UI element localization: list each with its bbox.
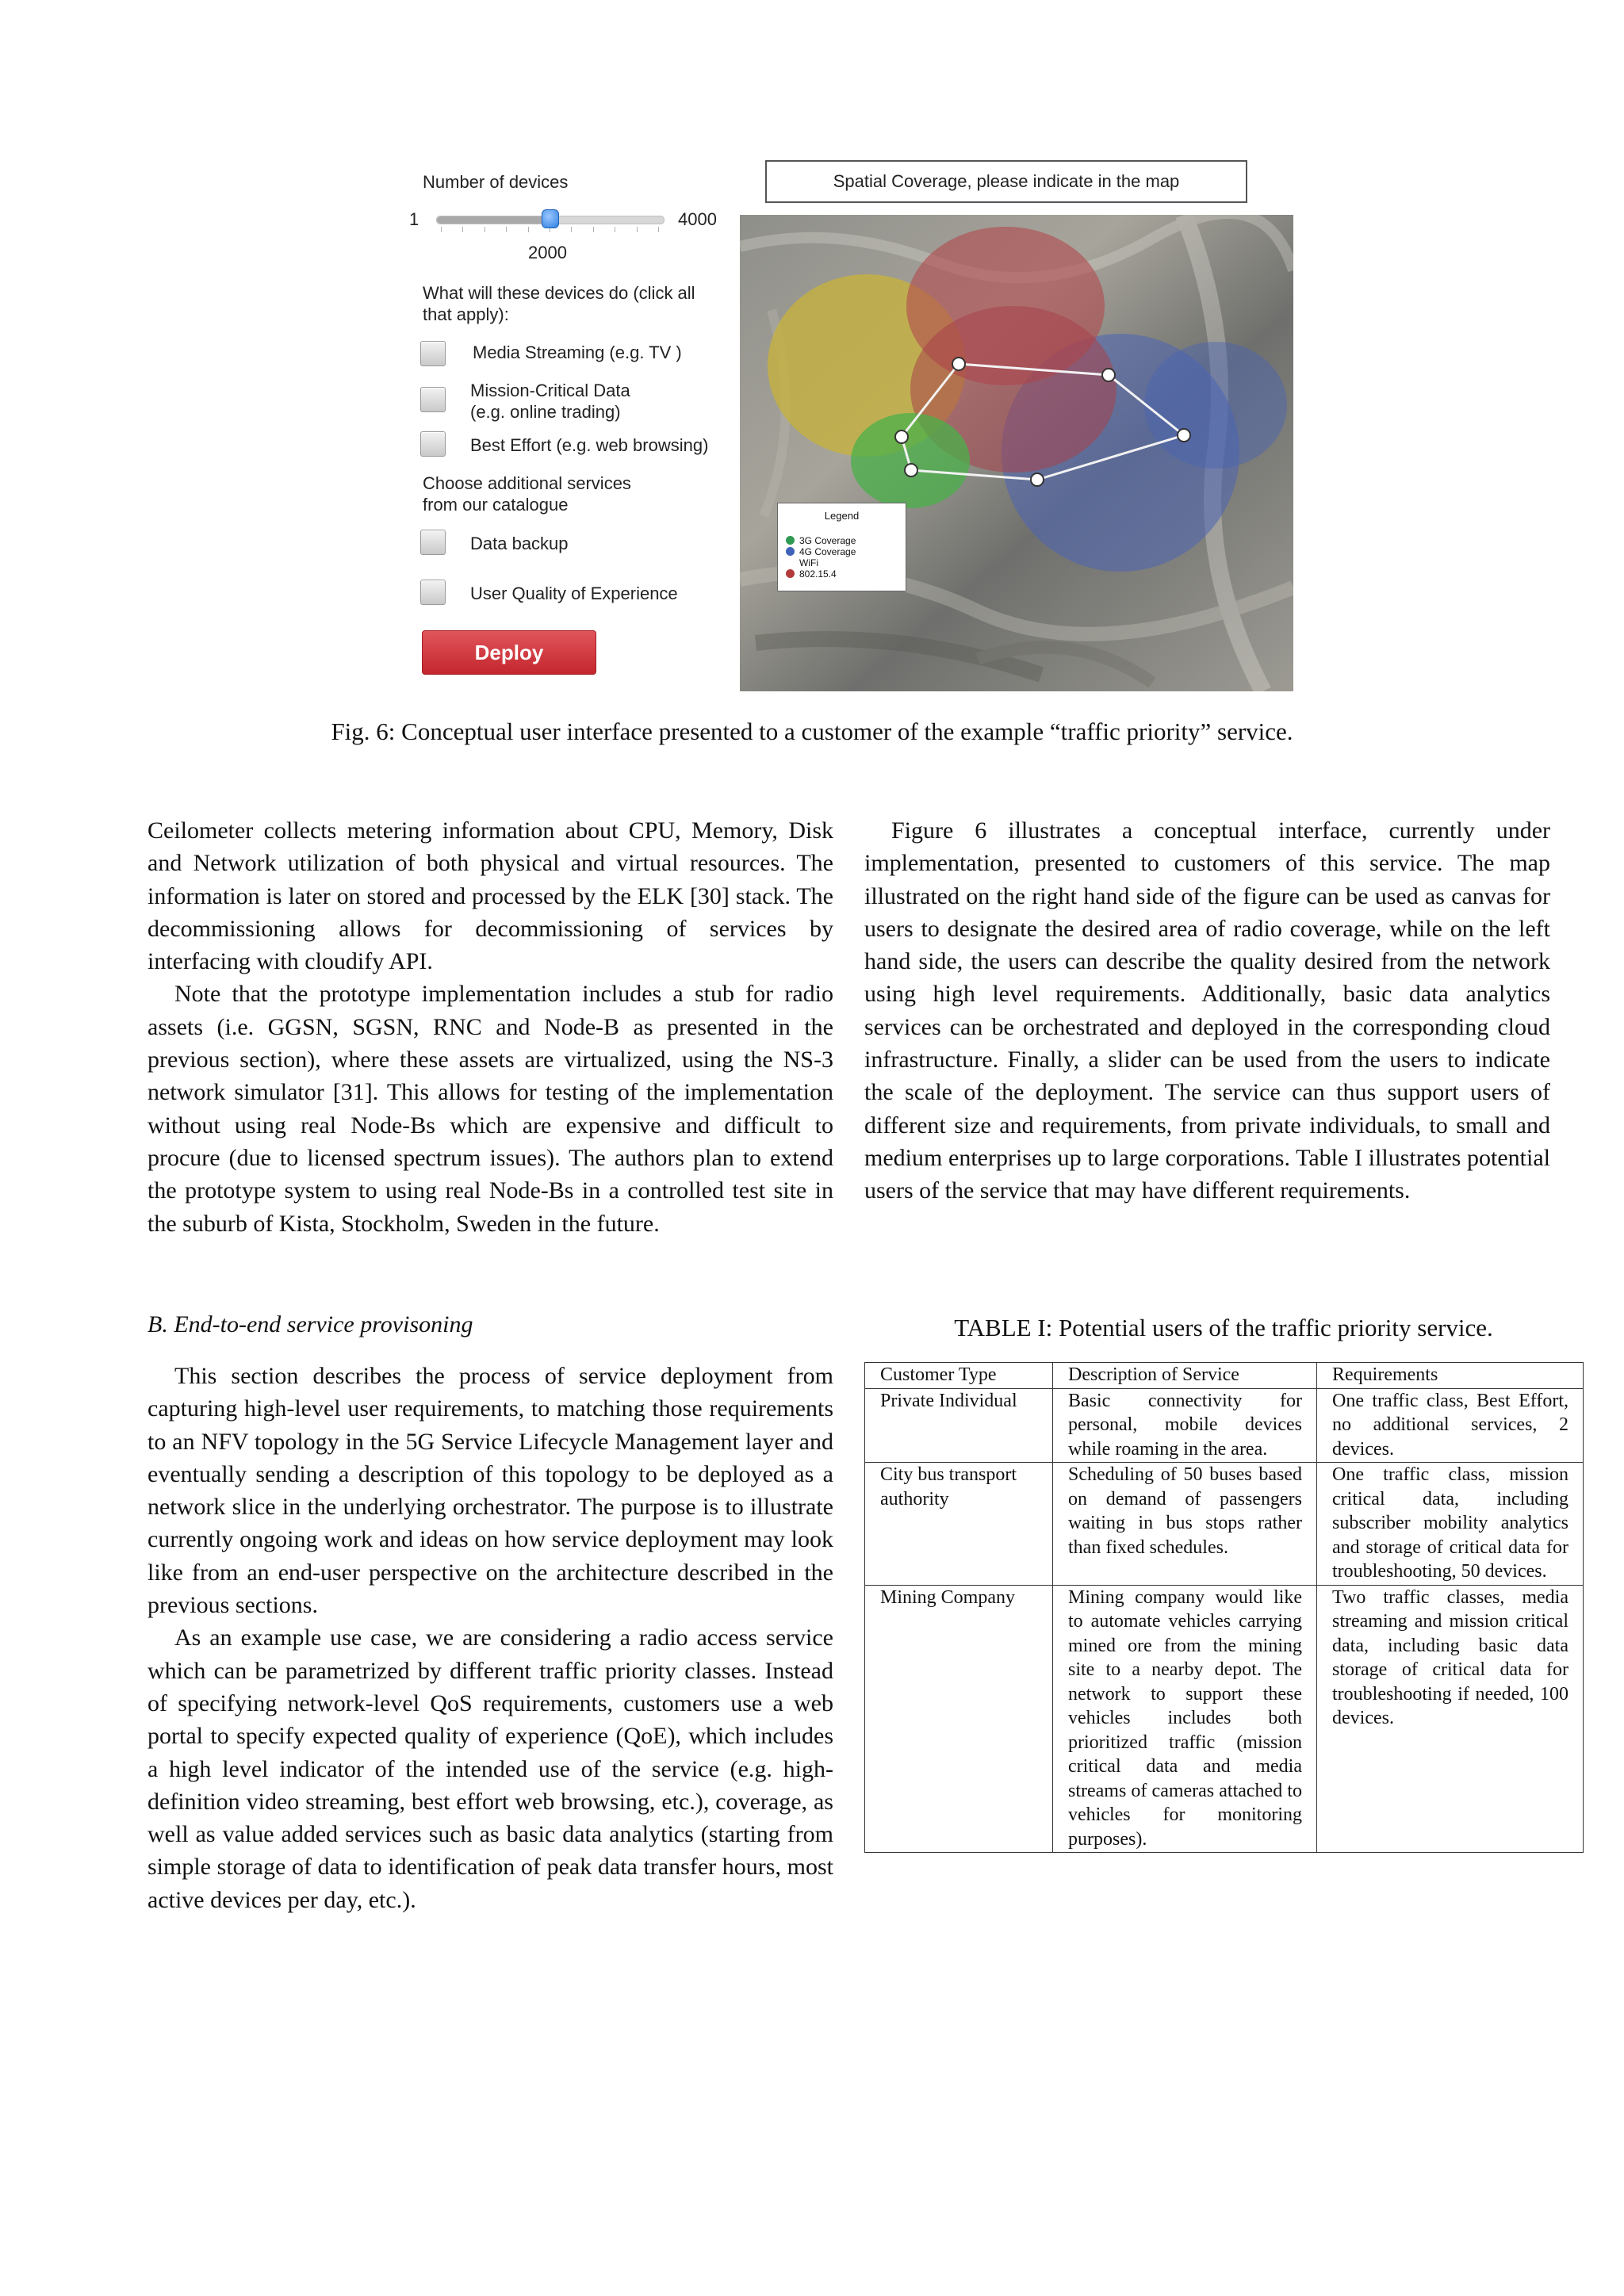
slider-tick [506, 227, 507, 232]
tasks-label [423, 282, 695, 325]
paragraph: Figure 6 illustrates a conceptual interface, currently under implementation, presented to customers of this service. The map illustrated on the right hand side of the figure can be used as canvas for users to designate the desired area of radio coverage, while on the left hand side, the users can describe the quality desired from the network using high level requirements. Additionally, basic data analytics services can be orchestrated and deployed in the corresponding cloud infrastructure. Finally, a slider can be used from the users to indicate the scale of the deployment. The service can thus support users of different size and requirements, from private individuals, to small and medium enterprises up to large corporations. Table I illustrates potential users of the service that may have different requirements. [864, 817, 1550, 1204]
legend-item-3g [786, 535, 856, 546]
legend-item-4g [786, 546, 856, 557]
services-label-line: from our catalogue [423, 495, 569, 515]
best-effort-label: Best Effort (e.g. web browsing) [470, 435, 709, 455]
media-streaming-checkbox[interactable] [420, 341, 446, 366]
coverage-map[interactable] [740, 215, 1293, 691]
devices-label: Number of devices [423, 172, 569, 192]
table-row [865, 1388, 1584, 1463]
table-cell: Mining Company [865, 1585, 1053, 1853]
table-header: Requirements [1317, 1363, 1584, 1389]
table-cell: Two traffic classes, media streaming and mission critical data, including basic data storage of critical data for troubleshooting if needed, 100 devices. [1317, 1585, 1584, 1853]
table-header: Description of Service [1053, 1363, 1317, 1389]
user-qoe-label: User Quality of Experience [470, 584, 678, 603]
polygon-vertex[interactable] [1031, 473, 1044, 486]
table-caption: TABLE I: Potential users of the traffic priority service. [954, 1314, 1493, 1341]
map-canvas[interactable] [740, 215, 1293, 691]
legend-item-802 [786, 568, 837, 580]
best-effort-checkbox[interactable] [420, 431, 446, 457]
left-column-top [147, 814, 833, 1240]
legend-swatch [786, 547, 795, 556]
slider-max-label: 4000 [678, 209, 717, 229]
slider-fill [437, 216, 550, 224]
legend-item-wifi [786, 557, 818, 568]
table-cell: City bus transport authority [865, 1463, 1053, 1586]
slider-tick [441, 227, 442, 232]
deploy-button[interactable]: Deploy [422, 630, 596, 675]
data-backup-checkbox[interactable] [420, 530, 446, 555]
polygon-vertex[interactable] [1102, 369, 1115, 381]
paragraph: Ceilometer collects metering information about CPU, Memory, Disk and Network utilization of both physical and virtual resources. The information is later on stored and processed by the ELK [30] stack. The decommissioning allows for decommissioning of services by interfacing with cloudify API. [147, 817, 833, 975]
legend-swatch [786, 558, 795, 567]
table-cell: Basic connectivity for personal, mobile devices while roaming in the area. [1053, 1388, 1317, 1463]
table-row [865, 1463, 1584, 1586]
map-legend [777, 503, 906, 591]
polygon-vertex[interactable] [952, 358, 965, 370]
polygon-vertex[interactable] [1178, 429, 1190, 442]
mission-critical-label [470, 380, 630, 423]
legend-label: WiFi [799, 557, 818, 568]
legend-label: 3G Coverage [799, 535, 856, 546]
legend-swatch [786, 569, 795, 578]
area-4g-east [1144, 342, 1287, 469]
right-column [864, 814, 1550, 1207]
slider-tick [637, 227, 638, 232]
left-column-bottom [147, 1360, 833, 1916]
user-qoe-checkbox[interactable] [420, 580, 446, 605]
table-cell: Private Individual [865, 1388, 1053, 1463]
legend-title: Legend [824, 510, 860, 522]
paragraph: This section describes the process of service deployment from capturing high-level user requirements, to matching those requirements to an NFV topology in the 5G Service Lifecycle Management layer and eventually sending a description of this topology to be deployed as a network slice in the underlying orchestrator. The purpose is to illustrate currently ongoing work and ideas on how service deployment may look like from an end-user perspective on the architecture described in the previous sections. [147, 1363, 833, 1619]
slider-tick [571, 227, 572, 232]
slider-tick [658, 227, 659, 232]
table-header-row [865, 1363, 1584, 1389]
legend-label: 802.15.4 [799, 568, 837, 580]
section-heading: B. End-to-end service provisoning [147, 1311, 473, 1337]
spatial-coverage-label: Spatial Coverage, please indicate in the map [765, 160, 1247, 203]
slider-value-label: 2000 [528, 243, 567, 262]
legend-label: 4G Coverage [799, 546, 856, 557]
slider-knob[interactable] [542, 209, 559, 228]
data-backup-label: Data backup [470, 534, 569, 553]
services-label [423, 473, 631, 515]
table-cell: Mining company would like to automate vehicles carrying mined ore from the mining site to a nearby depot. The network to support these vehicles includes both prioritized traffic (mission critical data and media streams of cameras attached to vehicles for monitoring purposes). [1053, 1585, 1317, 1853]
figure-caption: Fig. 6: Conceptual user interface presented to a customer of the example “traffic priority” service. [331, 718, 1293, 745]
media-streaming-label: Media Streaming (e.g. TV ) [473, 342, 682, 362]
legend-swatch [786, 536, 795, 545]
mission-critical-line: (e.g. online trading) [470, 402, 621, 422]
slider-tick [528, 227, 529, 232]
slider-tick [593, 227, 594, 232]
table-row [865, 1585, 1584, 1853]
table-cell: Scheduling of 50 buses based on demand of passengers waiting in bus stops rather than fixed schedules. [1053, 1463, 1317, 1586]
tasks-label-line: that apply): [423, 304, 509, 324]
services-label-line: Choose additional services [423, 473, 631, 493]
mission-critical-checkbox[interactable] [420, 387, 446, 412]
polygon-vertex[interactable] [905, 464, 917, 476]
paragraph: Note that the prototype implementation includes a stub for radio assets (i.e. GGSN, SGSN, RNC and Node-B as presented in the previous section), where these assets are virtualized, using the NS-3 network simulator [31]. This allows for testing of the implementation without using real Node-Bs which are expensive and difficult to procure (due to licensed spectrum issues). The authors plan to extend the prototype system to using real Node-Bs in a controlled test site in the suburb of Kista, Stockholm, Sweden in the future. [147, 981, 833, 1237]
paragraph: As an example use case, we are considering a radio access service which can be parametrized by different traffic priority classes. Instead of specifying network-level QoS requirements, customers use a web portal to specify expected quality of experience (QoE), which includes a high level indicator of the intended use of the service (e.g. high-definition video streaming, best effort web browsing, etc.), coverage, as well as value added services such as basic data analytics (starting from simple storage of data to identification of peak data transfer hours, most active devices per day, etc.). [147, 1624, 833, 1913]
table-header: Customer Type [865, 1363, 1053, 1389]
table-cell: One traffic class, mission critical data, including subscriber mobility analytics and storage of critical data for troubleshooting, 50 devices. [1317, 1463, 1584, 1586]
tasks-label-line: What will these devices do (click all [423, 283, 695, 303]
table-cell: One traffic class, Best Effort, no additional services, 2 devices. [1317, 1388, 1584, 1463]
polygon-vertex[interactable] [895, 430, 908, 443]
mission-critical-line: Mission-Critical Data [470, 381, 630, 400]
slider-tick [462, 227, 463, 232]
users-table [864, 1362, 1584, 1853]
slider-min-label: 1 [409, 209, 419, 229]
